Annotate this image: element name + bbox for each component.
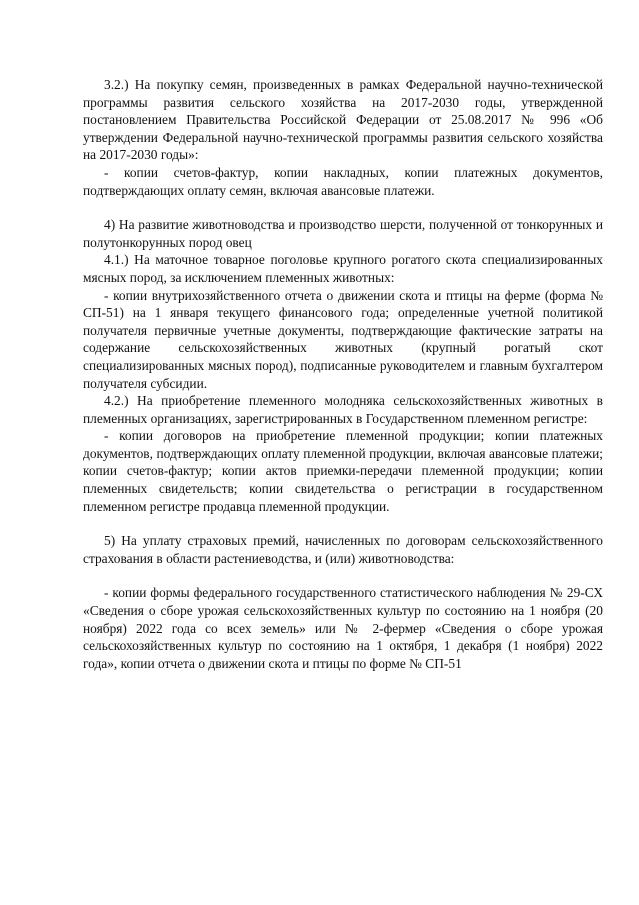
document-body: [83, 76, 603, 672]
section-3-2-heading: 3.2.) На покупку семян, произведенных в рамках Федеральной научно-технической программы развития сельского хозяйства на 2017-2030 годы, утвержденной постановлением Правительства Российской Федерации от 25.08.2017 № 996 «Об утверждении Федеральной научно-технической программы развития сельского хозяйства на 2017-2030 годы»:: [83, 77, 603, 163]
section-5-heading: 5) На уплату страховых премий, начисленных по договорам сельскохозяйственного страхования в области растениеводства, и (или) животноводства:: [83, 533, 603, 566]
item-4-2-heading: 4.2.) На приобретение племенного молодняка сельскохозяйственных животных в племенных организациях, зарегистрированных в Государственном племенном регистре:: [83, 393, 603, 426]
item-4-1-heading: 4.1.) На маточное товарное поголовье крупного рогатого скота специализированных мясных пород, за исключением племенных животных:: [83, 252, 603, 285]
item-4-2-docs: - копии договоров на приобретение племенной продукции; копии платежных документов, подтверждающих оплату племенной продукции, включая авансовые платежи; копии счетов-фактур; копии актов приемки-передачи племенной продукции; копии племенных свидетельств; копии свидетельства о регистрации в государственном племенном регистре продавца племенной продукции.: [83, 428, 603, 514]
item-4-1-docs: - копии внутрихозяйственного отчета о движении скота и птицы на ферме (форма № СП-51) на 1 января текущего финансового года; определенные учетной политикой получателя первичные учетные документы, подтверждающие фактические затраты на содержание сельскохозяйственных животных (крупный рогатый скот специализированных мясных пород), подписанные руководителем и главным бухгалтером получателя субсидии.: [83, 287, 603, 391]
section-4-heading: 4) На развитие животноводства и производство шерсти, полученной от тонкорунных и полутонкорунных пород овец: [83, 217, 603, 250]
section-5-docs: - копии формы федерального государственного статистического наблюдения № 29-СХ «Сведения о сборе урожая сельскохозяйственных культур по состоянию на 1 ноября (20 ноября) 2022 года со всех земель» или № 2-фермер «Сведения о сборе урожая сельскохозяйственных культур по состоянию на 1 октября, 1 декабря (1 ноября) 2022 года», копии отчета о движении скота и птицы по форме № СП-51: [83, 585, 603, 671]
section-3-2-docs: - копии счетов-фактур, копии накладных, копии платежных документов, подтверждающих оплату семян, включая авансовые платежи.: [83, 164, 603, 198]
scan-edge-mark: [300, 0, 340, 3]
